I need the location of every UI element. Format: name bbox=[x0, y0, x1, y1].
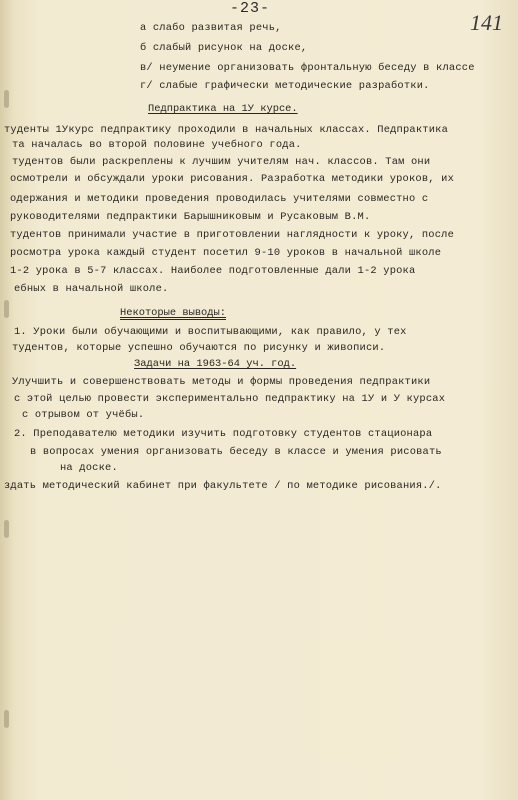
text-line: руководителями педпрактики Барышниковым и Русаковым В.М. bbox=[10, 211, 371, 223]
text-line: на доске. bbox=[60, 462, 118, 474]
text-line: 1. Уроки были обучающими и воспитывающими, как правило, у тех bbox=[14, 326, 407, 338]
binding-hole bbox=[4, 300, 9, 318]
section-heading-practice: Педпрактика на 1У курсе. bbox=[148, 103, 298, 115]
list-item: в/ неумение организовать фронтальную беседу в классе bbox=[140, 62, 475, 74]
page-number: -23- bbox=[230, 0, 271, 17]
list-item: б слабый рисунок на доске, bbox=[140, 42, 308, 54]
text-line: в вопросах умения организовать беседу в классе и умения рисовать bbox=[30, 446, 442, 458]
archive-number: 141 bbox=[470, 10, 503, 35]
list-item: а слабо развитая речь, bbox=[140, 22, 282, 34]
text-line: тудентов были раскреплены к лучшим учителям нач. классов. Там они bbox=[12, 156, 431, 168]
binding-hole bbox=[4, 90, 9, 108]
text-line: с этой целью провести экспериментально педпрактику на 1У и У курсах bbox=[14, 393, 446, 405]
text-line: тудентов, которые успешно обучаются по рисунку и живописи. bbox=[12, 342, 386, 354]
binding-hole bbox=[4, 520, 9, 538]
list-item: г/ слабые графически методические разработки. bbox=[140, 80, 430, 92]
text-line: осмотрели и обсуждали уроки рисования. Разработка методики уроков, их bbox=[10, 173, 455, 185]
text-line: туденты 1Укурс педпрактику проходили в начальных классах. Педпрактика bbox=[4, 124, 449, 136]
text-line: тудентов принимали участие в приготовлении наглядности к уроку, после bbox=[10, 229, 455, 241]
text-line: здать методический кабинет при факультете / по методике рисования./. bbox=[4, 480, 442, 492]
text-line: росмотра урока каждый студент посетил 9-10 уроков в начальной школе bbox=[10, 247, 442, 259]
text-line: та началась во второй половине учебного года. bbox=[12, 139, 302, 151]
text-line: одержания и методики проведения проводилась учителями совместно с bbox=[10, 193, 429, 205]
text-line: с отрывом от учёбы. bbox=[22, 409, 145, 421]
text-line: 1-2 урока в 5-7 классах. Наиболее подготовленные дали 1-2 урока bbox=[10, 265, 416, 277]
section-heading-conclusions: Некоторые выводы: bbox=[120, 307, 227, 319]
section-heading-tasks: Задачи на 1963-64 уч. год. bbox=[134, 358, 297, 370]
text-line: Улучшить и совершенствовать методы и формы проведения педпрактики bbox=[12, 376, 431, 388]
text-line: ебных в начальной школе. bbox=[14, 283, 169, 295]
binding-hole bbox=[4, 710, 9, 728]
text-line: 2. Преподавателю методики изучить подготовку студентов стационара bbox=[14, 428, 433, 440]
